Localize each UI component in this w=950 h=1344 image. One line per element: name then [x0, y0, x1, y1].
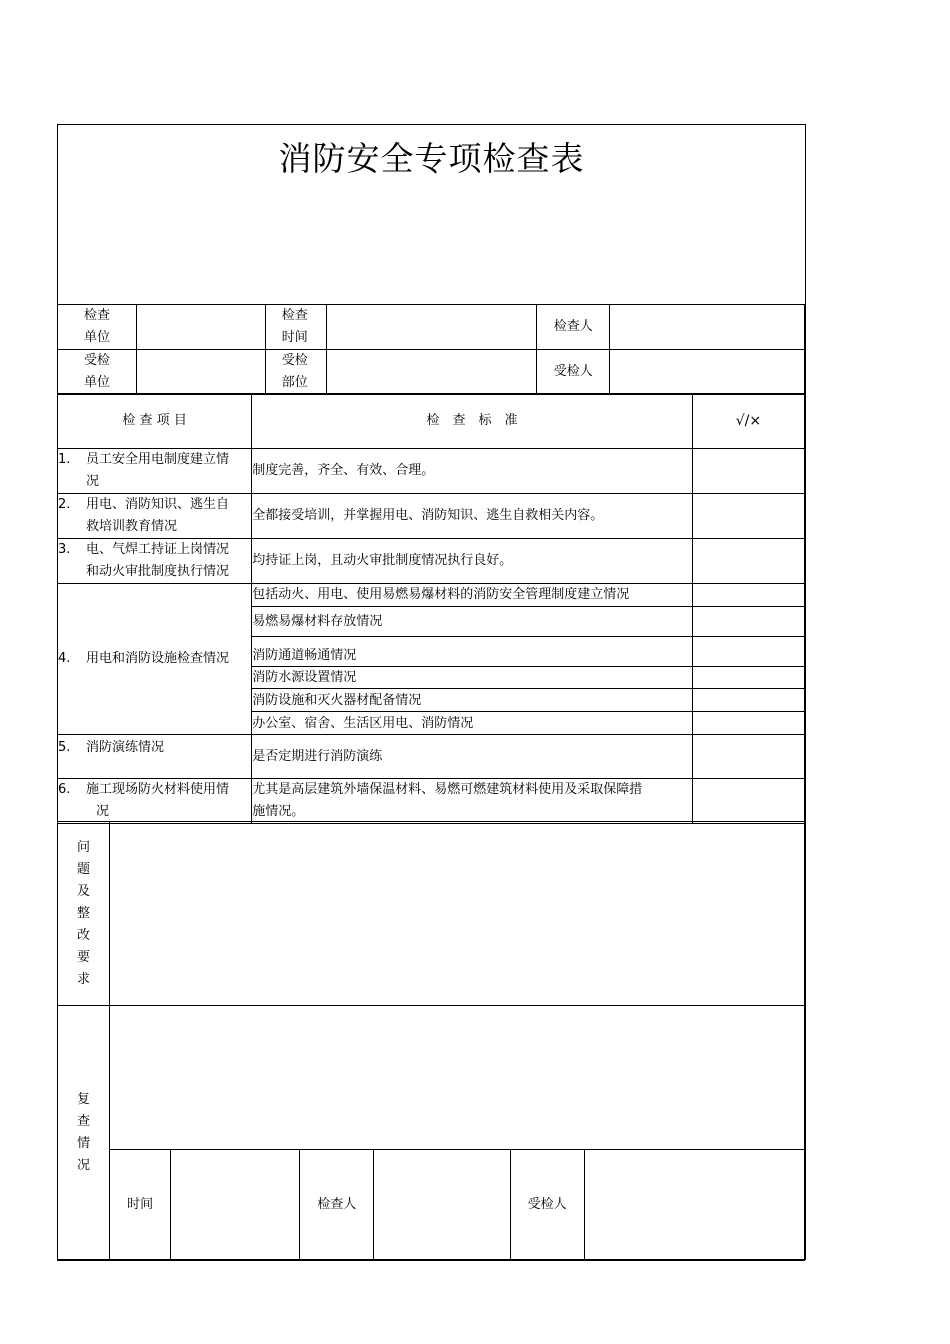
mark-cell-4-2[interactable] — [692, 607, 804, 637]
recheck-inspector-value[interactable] — [374, 1150, 510, 1261]
recheck-time-value[interactable] — [171, 1150, 300, 1261]
recheck-time-label: 时间 — [110, 1150, 171, 1261]
inspect-time-value[interactable] — [326, 305, 537, 350]
item-4: 4. 用电和消防设施检查情况 — [58, 584, 252, 735]
inspected-dept-label: 受检 部位 — [265, 350, 326, 395]
recheck-inspectee-value[interactable] — [584, 1150, 804, 1261]
item-3: 3. 电、气焊工持证上岗情况 和动火审批制度执行情况 — [58, 539, 252, 584]
mark-cell-5[interactable] — [692, 735, 804, 779]
mark-cell-1[interactable] — [692, 449, 804, 494]
inspector-label: 检查人 — [537, 305, 610, 350]
standard-4-5: 消防设施和灭火器材配备情况 — [252, 689, 693, 712]
standard-4-3: 消防通道畅通情况 — [252, 637, 693, 667]
standard-2: 全都接受培训，并掌握用电、消防知识、逃生自救相关内容。 — [252, 494, 693, 539]
table-row — [58, 494, 805, 539]
item-1: 1. 员工安全用电制度建立情 况 — [58, 449, 252, 494]
recheck-content[interactable] — [110, 1006, 805, 1150]
standard-4-4: 消防水源设置情况 — [252, 667, 693, 689]
inspected-dept-value[interactable] — [326, 350, 537, 395]
mark-cell-4-6[interactable] — [692, 712, 804, 735]
table-row — [58, 584, 805, 607]
inspect-time-label: 检查 时间 — [265, 305, 326, 350]
recheck-inspector-label: 检查人 — [300, 1150, 374, 1261]
mark-cell-2[interactable] — [692, 494, 804, 539]
inspect-unit-value[interactable] — [136, 305, 265, 350]
standard-1: 制度完善，齐全、有效、合理。 — [252, 449, 693, 494]
problems-label: 问 题 及 整 改 要 求 — [58, 822, 110, 1006]
problems-recheck-table — [57, 821, 805, 1261]
inspection-sheet — [57, 124, 806, 1260]
inspectee-value[interactable] — [610, 350, 805, 395]
page-title: 消防安全专项检查表 — [278, 139, 585, 178]
inspected-unit-value[interactable] — [136, 350, 265, 395]
title-area — [58, 125, 805, 305]
mark-cell-6[interactable] — [692, 779, 804, 824]
standard-4-6: 办公室、宿舍、生活区用电、消防情况 — [252, 712, 693, 735]
mark-cell-3[interactable] — [692, 539, 804, 584]
header-mark: √/× — [692, 394, 804, 449]
mark-cell-4-4[interactable] — [692, 667, 804, 689]
item-2: 2. 用电、消防知识、逃生自 救培训教育情况 — [58, 494, 252, 539]
mark-cell-4-1[interactable] — [692, 584, 804, 607]
item-5: 5. 消防演练情况 — [58, 735, 252, 779]
inspected-unit-label: 受检 单位 — [58, 350, 137, 395]
mark-cell-4-3[interactable] — [692, 637, 804, 667]
standard-6: 尤其是高层建筑外墙保温材料、易燃可燃建筑材料使用及采取保障措 施情况。 — [252, 779, 693, 824]
header-standard: 检 查 标 准 — [252, 394, 693, 449]
table-row — [58, 449, 805, 494]
info-table — [57, 304, 805, 395]
problems-content[interactable] — [110, 822, 805, 1006]
table-row — [58, 779, 805, 824]
header-item: 检 查 项 目 — [58, 394, 252, 449]
mark-cell-4-5[interactable] — [692, 689, 804, 712]
inspectee-label: 受检人 — [537, 350, 610, 395]
inspect-unit-label: 检查 单位 — [58, 305, 137, 350]
items-table — [57, 393, 805, 824]
standard-4-2: 易燃易爆材料存放情况 — [252, 607, 693, 637]
table-row — [58, 735, 805, 779]
recheck-inspectee-label: 受检人 — [510, 1150, 584, 1261]
standard-4-1: 包括动火、用电、使用易燃易爆材料的消防安全管理制度建立情况 — [252, 584, 693, 607]
standard-5: 是否定期进行消防演练 — [252, 735, 693, 779]
standard-3: 均持证上岗，且动火审批制度情况执行良好。 — [252, 539, 693, 584]
item-6: 6. 施工现场防火材料使用情 况 — [58, 779, 252, 824]
table-row — [58, 539, 805, 584]
inspector-value[interactable] — [610, 305, 805, 350]
recheck-label: 复 查 情 况 — [58, 1006, 110, 1261]
